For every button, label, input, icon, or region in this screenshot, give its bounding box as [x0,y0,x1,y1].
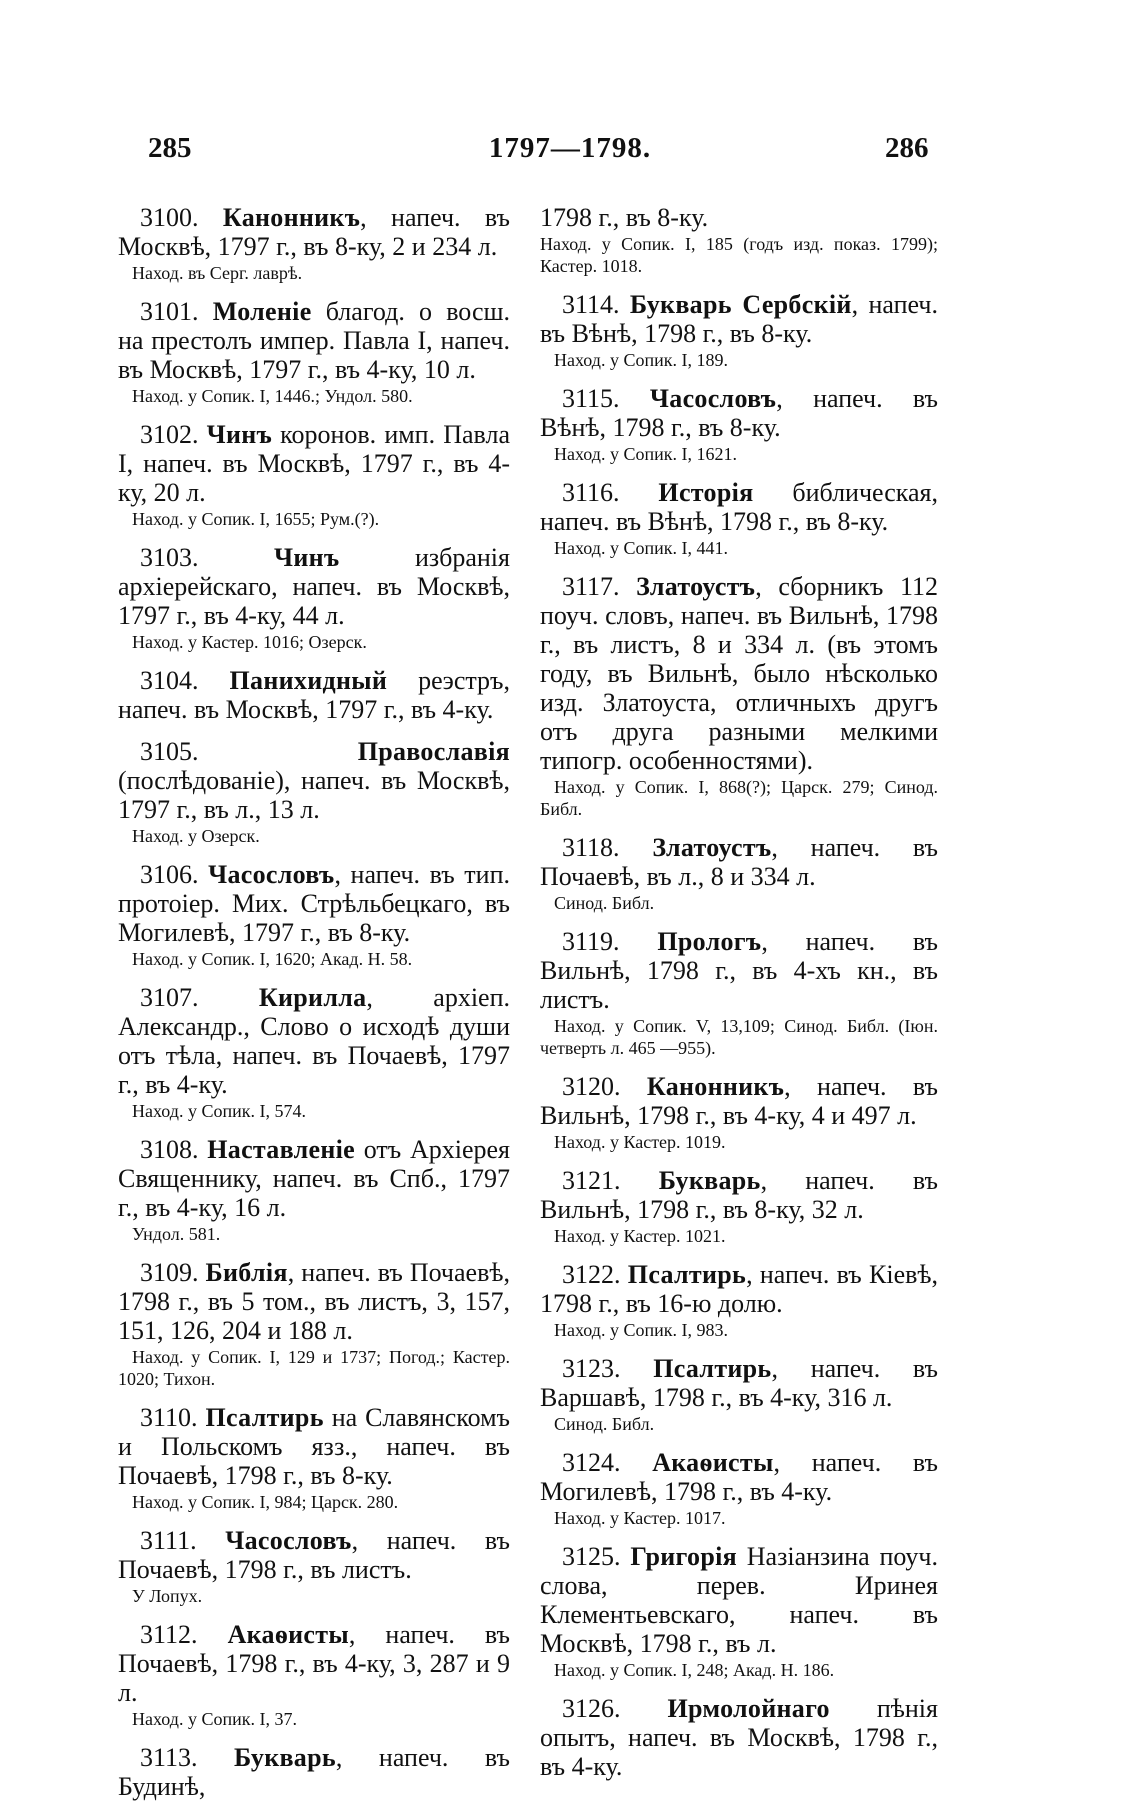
entry-text [118,1620,510,1707]
entry-number: 3119. [562,927,620,956]
entry-description: библическая, напеч. въ Вѣнѣ, 1798 г., въ 8-ку. [540,478,938,536]
entry-number: 3113. [140,1743,198,1772]
entry-text [540,927,938,1014]
entry-location-note: Наход. у Озерск. [132,826,260,846]
entry-number: 3107. [140,983,199,1012]
entry-location-note: Наход. у Сопик. I, 248; Акад. Н. 186. [554,1660,835,1680]
entry-text [540,1448,938,1506]
bibliography-entry [540,1072,938,1153]
entry-location-note: У Лопух. [132,1586,203,1606]
entry-description: , напеч. въ Вѣнѣ, 1798 г., въ 8-ку. [540,384,938,442]
entry-number: 3116. [562,478,620,507]
bibliography-entry [118,203,510,284]
entry-text [540,290,938,348]
entry-text [540,1694,938,1781]
running-title-years: 1797—1798. [488,132,652,164]
entry-text [118,543,510,630]
bibliography-entry [540,203,938,277]
entry-location-note: Наход. у Сопик. I, 1621. [554,444,737,464]
entry-number: 3109. [140,1258,199,1287]
bibliography-entry [118,420,510,530]
entry-number: 3102. [140,420,199,449]
entry-description: 1798 г., въ 8-ку. [540,203,709,232]
bibliography-entry [540,833,938,914]
entry-number: 3123. [562,1354,621,1383]
entry-text [118,1743,510,1801]
entry-title-keyword: Акаѳисты [227,1620,349,1649]
entry-description: , напеч. въ Москвѣ, 1797 г., въ 8-ку, 2 и 234 л. [118,203,510,261]
entry-title-keyword: Канонникъ [646,1072,785,1101]
entry-title-keyword: Букварь [234,1743,336,1772]
entry-number: 3117. [562,572,620,601]
entry-number: 3111. [140,1526,197,1555]
bibliography-entry [118,666,510,724]
right-column [540,203,938,1794]
entry-text [540,384,938,442]
entry-title-keyword: Псалтирь [653,1354,772,1383]
entry-title-keyword: Чинъ [274,543,340,572]
entry-description: реэстръ, напеч. въ Москвѣ, 1797 г., въ 4-ку. [118,666,510,724]
entry-description: , напеч. въ Будинѣ, [118,1743,510,1801]
bibliography-entry [540,1694,938,1781]
entry-location-note: Наход. у Кастер. 1016; Озерск. [132,632,367,652]
entry-description: , напеч. въ Могилевѣ, 1798 г., въ 4-ку. [540,1448,938,1506]
entry-text [118,737,510,824]
entry-description: , напеч. въ Вѣнѣ, 1798 г., въ 8-ку. [540,290,939,348]
entry-number: 3124. [562,1448,621,1477]
page-number-right: 286 [885,132,929,164]
entry-location-note: Наход. у Сопик. I, 984; Царск. 280. [132,1492,399,1512]
entry-number: 3103. [140,543,199,572]
entry-number: 3112. [140,1620,198,1649]
bibliography-entry [118,297,510,407]
entry-title-keyword: Православія [357,737,510,766]
entry-location-note: Наход. у Сопик. I, 185 (годъ изд. показ. 1799); Кастер. 1018. [540,234,938,276]
entry-text [540,1260,938,1318]
bibliography-entry [118,1135,510,1245]
entry-title-keyword: Часословъ [225,1526,352,1555]
entry-text [118,983,510,1099]
bibliography-entry [540,572,938,820]
entry-title-keyword: Букварь [658,1166,761,1195]
entry-title-keyword: Григорія [630,1542,737,1571]
entry-number: 3108. [140,1135,199,1164]
entry-number: 3125. [562,1542,621,1571]
entry-text [118,420,510,507]
bibliography-entry [118,737,510,847]
bibliography-entry [540,290,938,371]
entry-description: избранія архіерейскаго, напеч. въ Москвѣ, 1797 г., въ 4-ку, 44 л. [118,543,510,630]
entry-description: , сборникъ 112 поуч. словъ, напеч. въ Вильнѣ, 1798 г., въ листъ, 8 и 334 л. (въ этомъ году, въ Вильнѣ, было нѣсколько изд. Златоуста, отличныхъ другъ отъ друга разными мелкими типогр. особенностями). [540,572,938,775]
bibliography-entry [540,1166,938,1247]
entry-title-keyword: Панихидный [229,666,388,695]
entry-title-keyword: Часословъ [649,384,777,413]
entry-location-note: Наход. у Сопик. I, 189. [554,350,728,370]
bibliography-entry [540,927,938,1059]
bibliography-entry [540,1448,938,1529]
entry-description: , напеч. въ Вильнѣ, 1798 г., въ 8-ку, 32 л. [540,1166,938,1224]
entry-description: , напеч. въ Почаевѣ, въ л., 8 и 334 л. [540,833,938,891]
entry-description: , напеч. въ Почаевѣ, 1798 г., въ листъ. [118,1526,510,1584]
entry-text [118,1258,510,1345]
entry-text [540,1072,938,1130]
entry-description: , напеч. въ Почаевѣ, 1798 г., въ 5 том., въ листъ, 3, 157, 151, 126, 204 и 188 л. [118,1258,510,1345]
entry-title-keyword: Златоустъ [652,833,772,862]
entry-text [540,572,938,775]
entry-number: 3106. [140,860,199,889]
entry-number: 3121. [562,1166,621,1195]
bibliography-entry [118,1743,510,1801]
entry-text [118,1403,510,1490]
entry-number: 3115. [562,384,620,413]
entry-location-note: Ундол. 581. [132,1224,221,1244]
entry-description: коронов. имп. Павла I, напеч. въ Москвѣ, 1797 г., въ 4-ку, 20 л. [118,420,510,507]
entry-location-note: Синод. Библ. [554,1414,655,1434]
entry-title-keyword: Букварь Сербскій [629,290,852,319]
entry-number: 3114. [562,290,620,319]
entry-title-keyword: Канонникъ [222,203,361,232]
entry-location-note: Наход. у Сопик. I, 1446.; Ундол. 580. [132,386,413,406]
bibliography-entry [118,543,510,653]
entry-location-note: Наход. въ Серг. лаврѣ. [132,263,303,283]
entry-location-note: Наход. у Сопик. V, 13,109; Синод. Библ. (Іюн. четверть л. 465 —955). [540,1016,938,1058]
left-column [118,203,510,1814]
entry-number: 3122. [562,1260,621,1289]
entry-number: 3120. [562,1072,621,1101]
entry-text [118,1526,510,1584]
entry-title-keyword: Кирилла [258,983,367,1012]
entry-title-keyword: Часословъ [208,860,335,889]
bibliography-entry [118,1258,510,1390]
entry-description: на Славянскомъ и Польскомъ язз., напеч. въ Почаевѣ, 1798 г., въ 8-ку. [118,1403,510,1490]
entry-number: 3104. [140,666,199,695]
page-header [0,132,1140,172]
entry-location-note: Наход. у Сопик. I, 1620; Акад. Н. 58. [132,949,413,969]
entry-text [540,203,938,232]
entry-number: 3118. [562,833,620,862]
entry-text [118,1135,510,1222]
entry-title-keyword: Псалтирь [627,1260,747,1289]
bibliography-entry [118,860,510,970]
bibliography-entry [540,478,938,559]
entry-location-note: Наход. у Сопик. I, 441. [554,538,728,558]
entry-description: , напеч. въ Почаевѣ, 1798 г., въ 4-ку, 3, 287 и 9 л. [118,1620,510,1707]
entry-location-note: Наход. у Кастер. 1019. [554,1132,726,1152]
entry-description: , напеч. въ Кіевѣ, 1798 г., въ 16-ю долю. [540,1260,938,1318]
page-number-left: 285 [148,132,192,164]
entry-title-keyword: Ирмолойнаго [667,1694,830,1723]
entry-location-note: Синод. Библ. [554,893,655,913]
entry-description: пѣнія опытъ, напеч. въ Москвѣ, 1798 г., въ 4-ку. [540,1694,938,1781]
entry-description: , напеч. въ Вильнѣ, 1798 г., въ 4-хъ кн., въ листъ. [540,927,938,1014]
entry-title-keyword: Наставленіе [207,1135,355,1164]
entry-title-keyword: Библія [205,1258,288,1287]
entry-text [118,203,510,261]
entry-text [540,833,938,891]
entry-location-note: Наход. у Сопик. I, 574. [132,1101,306,1121]
entry-title-keyword: Акаѳисты [652,1448,774,1477]
entry-location-note: Наход. у Сопик. I, 868(?); Царск. 279; Синод. Библ. [540,777,938,819]
entry-title-keyword: Псалтирь [205,1403,324,1432]
bibliography-entry [540,1354,938,1435]
entry-text [540,478,938,536]
entry-text [540,1166,938,1224]
entry-number: 3101. [140,297,199,326]
entry-location-note: Наход. у Сопик. I, 129 и 1737; Погод.; Кастер. 1020; Тихон. [118,1347,510,1389]
entry-location-note: Наход. у Сопик. I, 1655; Рум.(?). [132,509,380,529]
entry-description: , архіеп. Александр., Слово о исходѣ души отъ тѣла, напеч. въ Почаевѣ, 1797 г., въ 4-ку. [118,983,510,1099]
entry-description: Назіанзина поуч. слова, перев. Иринея Клементьевскаго, напеч. въ Москвѣ, 1798 г., въ л. [540,1542,938,1658]
entry-number: 3100. [140,203,199,232]
entry-title-keyword: Златоустъ [636,572,756,601]
entry-location-note: Наход. у Сопик. I, 37. [132,1709,297,1729]
entry-text [540,1542,938,1658]
entry-title-keyword: Моленіе [212,297,312,326]
entry-number: 3110. [140,1403,198,1432]
entry-text [118,297,510,384]
bibliography-entry [118,1526,510,1607]
entry-text [118,860,510,947]
entry-location-note: Наход. у Кастер. 1021. [554,1226,726,1246]
entry-title-keyword: Чинъ [206,420,273,449]
entry-description: благод. о восш. на престолъ импер. Павла I, напеч. въ Москвѣ, 1797 г., въ 4-ку, 10 л. [118,297,511,384]
bibliography-entry [540,384,938,465]
entry-title-keyword: Исторія [658,478,754,507]
bibliography-entry [540,1542,938,1681]
entry-description: , напеч. въ Вильнѣ, 1798 г., въ 4-ку, 4 и 497 л. [540,1072,938,1130]
entry-description: отъ Архіерея Священнику, напеч. въ Спб., 1797 г., въ 4-ку, 16 л. [118,1135,510,1222]
entry-number: 3105. [140,737,199,766]
entry-description: , напеч. въ Варшавѣ, 1798 г., въ 4-ку, 316 л. [540,1354,938,1412]
entry-title-keyword: Прологъ [657,927,762,956]
entry-description: , напеч. въ тип. протоіер. Мих. Стрѣльбецкаго, въ Могилевѣ, 1797 г., въ 8-ку. [118,860,510,947]
bibliography-entry [118,983,510,1122]
entry-location-note: Наход. у Сопик. I, 983. [554,1320,728,1340]
entry-number: 3126. [562,1694,621,1723]
entry-text [540,1354,938,1412]
bibliography-entry [540,1260,938,1341]
bibliography-entry [118,1403,510,1513]
entry-text [118,666,510,724]
entry-description: (послѣдованіе), напеч. въ Москвѣ, 1797 г., въ л., 13 л. [118,766,510,824]
entry-location-note: Наход. у Кастер. 1017. [554,1508,726,1528]
bibliography-entry [118,1620,510,1730]
